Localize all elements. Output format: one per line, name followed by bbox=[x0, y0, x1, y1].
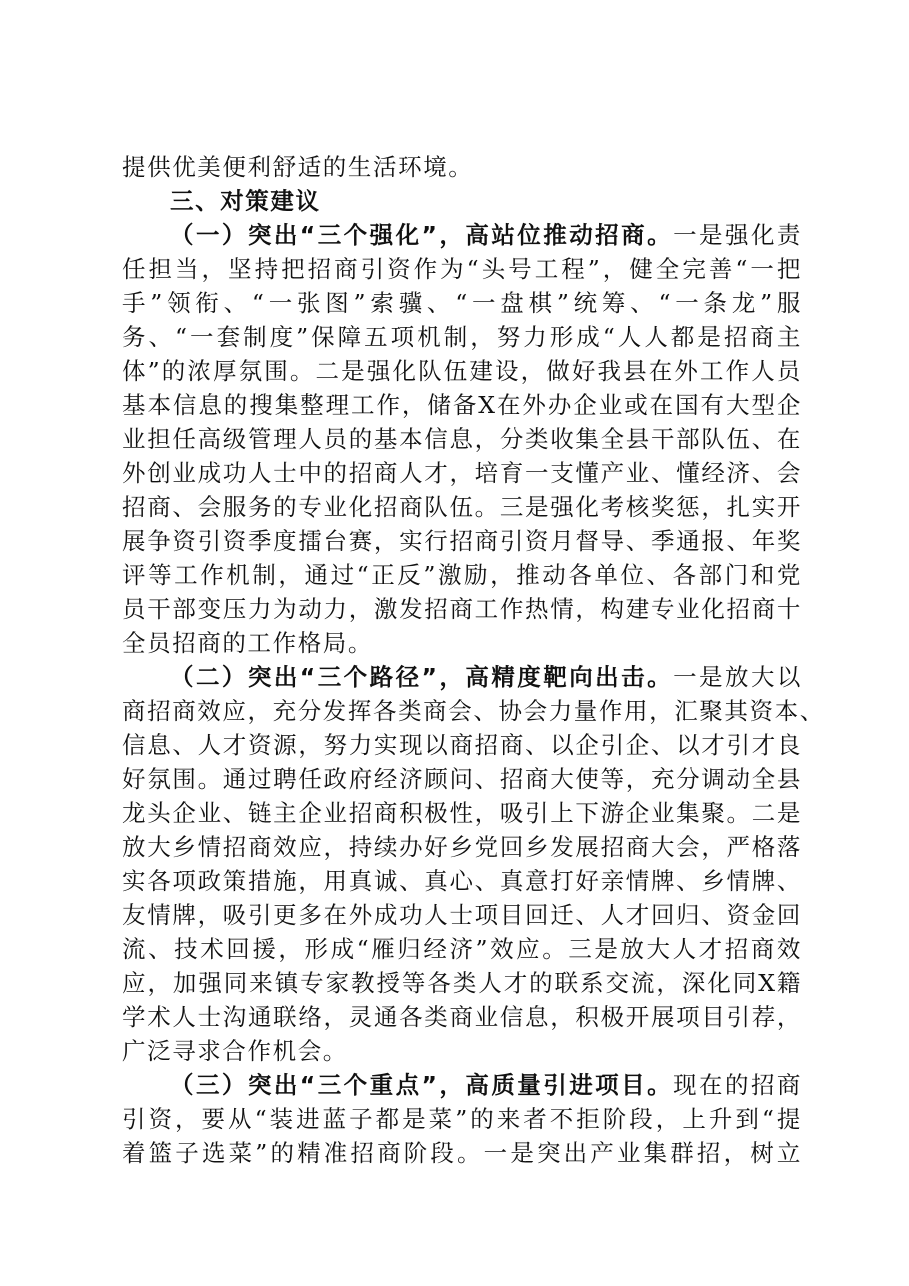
paragraph-line: 信息、人才资源，努力实现以商招商、以企引企、以才引才良 bbox=[122, 731, 802, 759]
paragraph-line: 基本信息的搜集整理工作，储备X在外办企业或在国有大型企 bbox=[122, 391, 802, 419]
paragraph-2-text: 一是放大以 bbox=[673, 663, 803, 691]
paragraph-3-first-line bbox=[170, 1068, 802, 1102]
paragraph-line: 引资，要从“装进蓝子都是菜”的来者不拒阶段，上升到“提 bbox=[122, 1105, 802, 1133]
paragraph-line: 龙头企业、链主企业招商积极性，吸引上下游企业集聚。二是 bbox=[122, 799, 802, 827]
section-heading: 三、对策建议 bbox=[170, 187, 321, 215]
paragraph-line: 务、“一套制度”保障五项机制，努力形成“人人都是招商主 bbox=[122, 323, 802, 351]
paragraph-line: 应，加强同来镇专家教授等各类人才的联系交流，深化同X籍 bbox=[122, 969, 802, 997]
paragraph-2-lead: （二）突出“三个路径”，高精度靶向出击。 bbox=[170, 663, 674, 691]
paragraph-line: 手”领衔、“一张图”索骥、“一盘棋”统筹、“一条龙”服 bbox=[122, 289, 802, 317]
paragraph-line: 好氛围。通过聘任政府经济顾问、招商大使等，充分调动全县 bbox=[122, 765, 802, 793]
intro-tail-line: 提供优美便利舒适的生活环境。 bbox=[122, 153, 474, 181]
paragraph-line: 广泛寻求合作机会。 bbox=[122, 1037, 348, 1065]
paragraph-1-lead: （一）突出“三个强化”，高站位推动招商。 bbox=[170, 221, 674, 249]
paragraph-line: 全员招商的工作格局。 bbox=[122, 629, 373, 657]
paragraph-line: 员干部变压力为动力，激发招商工作热情，构建专业化招商十 bbox=[122, 595, 802, 623]
paragraph-line: 招商、会服务的专业化招商队伍。三是强化考核奖惩，扎实开 bbox=[122, 493, 802, 521]
paragraph-line: 业担任高级管理人员的基本信息，分类收集全县干部队伍、在 bbox=[122, 425, 802, 453]
paragraph-line: 体”的浓厚氛围。二是强化队伍建设，做好我县在外工作人员 bbox=[122, 357, 802, 385]
paragraph-line: 学术人士沟通联络，灵通各类商业信息，积极开展项目引荐， bbox=[122, 1003, 802, 1031]
paragraph-3-lead: （三）突出“三个重点”，高质量引进项目。 bbox=[170, 1071, 674, 1099]
paragraph-line: 展争资引资季度擂台赛，实行招商引资月督导、季通报、年奖 bbox=[122, 527, 802, 555]
paragraph-1-text: 一是强化责 bbox=[673, 221, 803, 249]
paragraph-line: 流、技术回援，形成“雁归经济”效应。三是放大人才招商效 bbox=[122, 935, 802, 963]
paragraph-line: 评等工作机制，通过“正反”激励，推动各单位、各部门和党 bbox=[122, 561, 802, 589]
paragraph-line: 实各项政策措施，用真诚、真心、真意打好亲情牌、乡情牌、 bbox=[122, 867, 802, 895]
paragraph-line: 商招商效应，充分发挥各类商会、协会力量作用，汇聚其资本、 bbox=[122, 697, 825, 725]
paragraph-1-first-line bbox=[170, 218, 802, 252]
paragraph-line: 着篮子选菜”的精准招商阶段。一是突出产业集群招，树立 bbox=[122, 1139, 802, 1167]
paragraph-3-text: 现在的招商 bbox=[673, 1071, 803, 1099]
paragraph-line: 任担当，坚持把招商引资作为“头号工程”，健全完善“一把 bbox=[122, 255, 802, 283]
paragraph-line: 外创业成功人士中的招商人才，培育一支懂产业、懂经济、会 bbox=[122, 459, 802, 487]
paragraph-line: 放大乡情招商效应，持续办好乡党回乡发展招商大会，严格落 bbox=[122, 833, 802, 861]
paragraph-line: 友情牌，吸引更多在外成功人士项目回迁、人才回归、资金回 bbox=[122, 901, 802, 929]
paragraph-2-first-line bbox=[170, 660, 802, 694]
